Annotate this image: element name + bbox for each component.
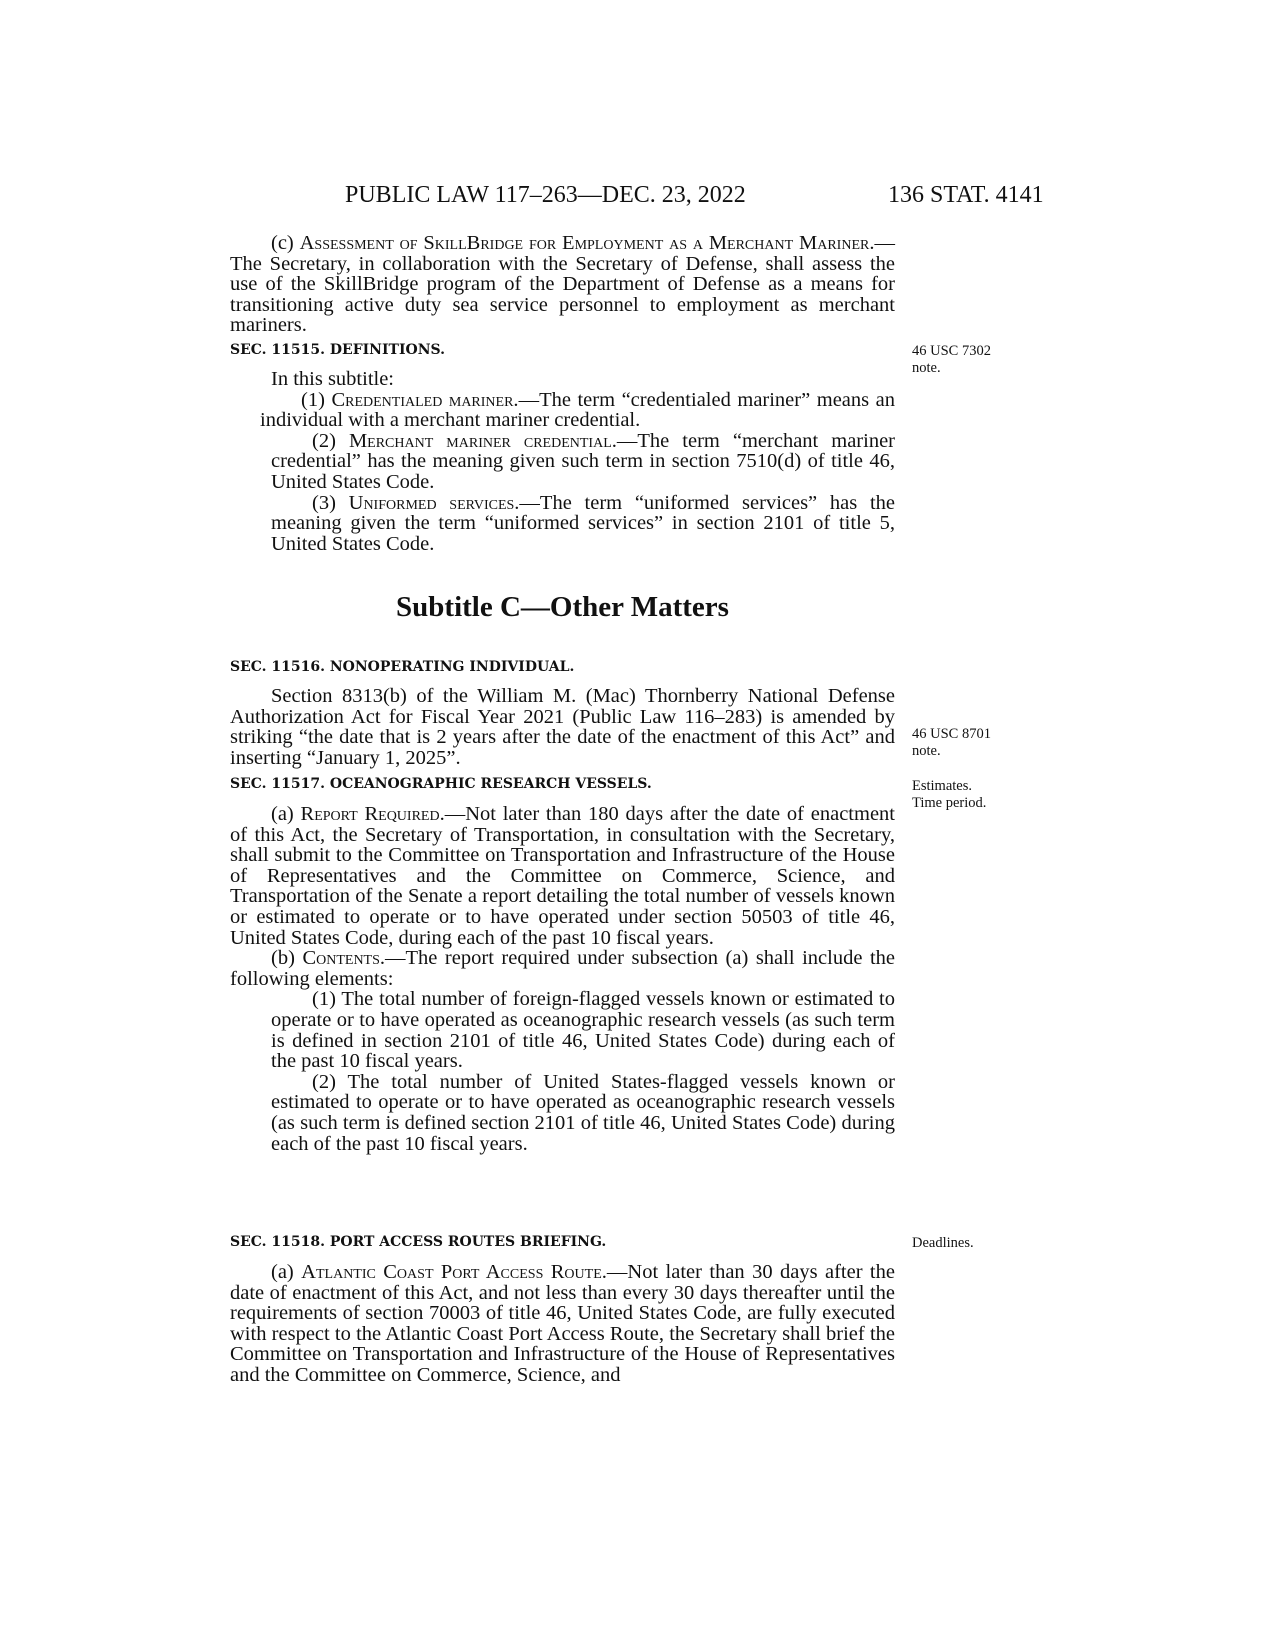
para-c-heading: Assessment of SkillBridge for Employment as a Merchant Mariner. [299, 232, 875, 254]
running-header-page-ref: 136 STAT. 4141 [888, 182, 1044, 208]
margin-note-line: note. [912, 743, 941, 759]
definition-text: —The term “merchant mariner credential” has the meaning given such term in section 7510(d) of title 46, United States Code. [271, 429, 896, 493]
para-text: —Not later than 180 days after the date of enactment of this Act, the Secretary of Transportation, in consultation with the Secretary, shall submit to the Committee on Transportation and Infrastructure of the House of Representatives and the Committee on Commerce, Science, and Transportation of the Senate a report detailing the total number of vessels known or estimated to operate or to have operated under section 50503 of title 46, United States Code, during each of the past 10 fiscal years. [230, 803, 895, 949]
definition-heading: Credentialed mariner. [331, 388, 519, 411]
para-c-label: (c) [271, 232, 300, 254]
definition-item [271, 431, 895, 493]
margin-note-46-usc-8701 [912, 726, 991, 760]
sec-11515-body [230, 369, 895, 554]
para-label: (a) [271, 803, 301, 825]
sec-11516-body [230, 686, 895, 768]
margin-note-line: Time period. [912, 795, 987, 811]
sec-11517-body [230, 804, 895, 1154]
margin-note-line: 46 USC 8701 [912, 726, 991, 742]
sec-11516-text: Section 8313(b) of the William M. (Mac) Thornberry National Defense Authorization Act for Fiscal Year 2021 (Public Law 116–283) is amended by striking “the date that is 2 years after the date of the enactment of this Act” and inserting “January 1, 2025”. [230, 685, 895, 769]
margin-note-line: Estimates. [912, 778, 973, 794]
sec-11517-b-item: (1) The total number of foreign-flagged vessels known or estimated to operate or to have operated as oceanographic research vessels (as such term is defined in section 2101 of title 46, United States Code) during each of the past 10 fiscal years. [271, 988, 895, 1073]
sec-11517-heading: SEC. 11517. OCEANOGRAPHIC RESEARCH VESSELS. [230, 776, 652, 792]
definition-heading: Merchant mariner credential. [348, 429, 617, 452]
para-c-text: —The Secretary, in collaboration with the Secretary of Defense, shall assess the use of the SkillBridge program of the Department of Defense as a means for transitioning active duty sea service personnel to employment as merchant mariners. [230, 232, 895, 337]
para-text: —Not later than 30 days after the date of enactment of this Act, and not less than every 30 days thereafter until the requirements of section 70003 of title 46, United States Code, are fully executed with respect to the Atlantic Coast Port Access Route, the Secretary shall brief the Committee on Transportation and Infrastructure of the House of Representatives and the Committee on Commerce, Science, and [230, 1261, 895, 1386]
para-label: (a) [271, 1261, 302, 1283]
definition-heading: Uniformed services. [348, 491, 520, 514]
running-header-title: PUBLIC LAW 117–263—DEC. 23, 2022 [345, 182, 746, 208]
para-heading: Contents. [302, 947, 386, 970]
subtitle-heading: Subtitle C—Other Matters [396, 591, 729, 623]
para-label: (b) [271, 947, 303, 970]
sec-11517-para-a [230, 804, 895, 948]
sec-11516-heading: SEC. 11516. NONOPERATING INDIVIDUAL. [230, 659, 575, 675]
sec-11518-heading: SEC. 11518. PORT ACCESS ROUTES BRIEFING. [230, 1234, 607, 1250]
margin-note-line: note. [912, 360, 941, 376]
sec-11517-para-b [230, 948, 895, 989]
margin-note-line: 46 USC 7302 [912, 343, 991, 359]
sec-11517-b-item: (2) The total number of United States-flagged vessels known or estimated to operate or to have operated as oceanographic research vessels (as such term is defined section 2101 of title 46, United States Code) during each of the past 10 fiscal years. [271, 1070, 895, 1155]
definition-label: (2) [312, 429, 349, 452]
para-c [230, 233, 895, 336]
para-text: —The report required under subsection (a) shall include the following elements: [230, 947, 895, 990]
definition-label: (3) [312, 491, 349, 514]
para-heading: Report Required. [300, 803, 445, 825]
sec-11518-para-a [230, 1262, 895, 1386]
para-c-block [230, 233, 895, 336]
sec-11515-heading: SEC. 11515. DEFINITIONS. [230, 342, 445, 358]
definition-item [260, 390, 895, 431]
sec-11516-block [230, 658, 895, 676]
para-heading: Atlantic Coast Port Access Route. [301, 1261, 607, 1283]
sec-11518-block [230, 1233, 895, 1251]
definition-text: —The term “credentialed mariner” means an individual with a merchant mariner credential. [260, 388, 896, 432]
definition-item [271, 493, 895, 555]
sec-11518-body [230, 1262, 895, 1386]
definition-text: —The term “uniformed services” has the meaning given the term “uniformed services” in section 2101 of title 5, United States Code. [271, 491, 895, 555]
margin-note-deadlines: Deadlines. [912, 1235, 974, 1251]
definition-label: (1) [301, 388, 332, 411]
sec-11517-block [230, 775, 895, 793]
sec-11515-heading-block [230, 341, 895, 359]
margin-note-estimates [912, 778, 986, 812]
sec-11515-intro: In this subtitle: [271, 368, 394, 390]
margin-note-46-usc-7302 [912, 343, 991, 377]
